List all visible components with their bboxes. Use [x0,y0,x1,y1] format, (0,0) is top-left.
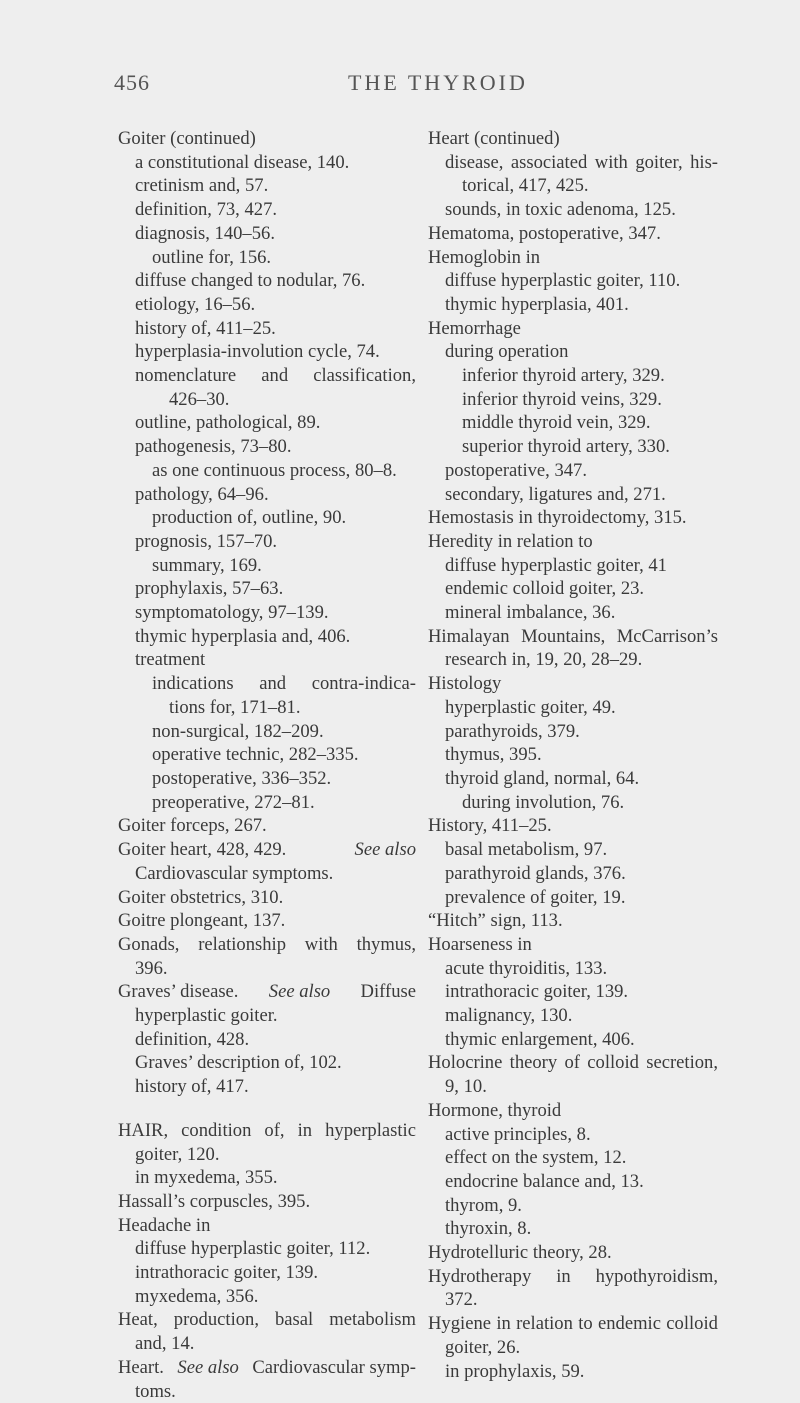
index-entry [428,601,718,625]
index-entry-text: prevalence of goiter, 19. [445,886,626,908]
index-entry-text: Heart (continued) [428,128,560,149]
index-entry [118,174,416,198]
index-entry [118,1190,416,1214]
index-entry [428,1288,718,1312]
index-entry-text: diffuse hyperplastic goiter, 110. [445,270,681,292]
index-entry: indications and contra-indica- [152,673,416,695]
index-entry-text: Cardiovascular symptoms. [135,862,334,884]
index-entry: HAIR, condition of, in hyperplastic [118,1119,416,1141]
index-entry-text: goiter, 120. [135,1143,220,1165]
index-entry [428,530,718,554]
index-entry [118,1075,416,1099]
index-entry-text: Graves’ disease. [118,981,239,1003]
index-entry-text: endemic colloid goiter, 23. [445,578,645,600]
index-entry-text: Heart. [118,1356,164,1378]
index-entry [118,577,416,601]
index-entry-text: Hemostasis in thyroidectomy, 315. [428,507,687,529]
index-entry-text: non-surgical, 182–209. [152,720,324,742]
index-entry-tail: Diffuse [360,981,416,1003]
index-entry [118,862,416,886]
index-entry-text: Goiter forceps, 267. [118,815,267,837]
index-entry-text: diffuse hyperplastic goiter, 112. [135,1238,371,1260]
index-entry-text: Hormone, thyroid [428,1099,562,1121]
index-entry [118,648,416,672]
index-entry-text: History, 411–25. [428,815,552,837]
index-entry [428,317,718,341]
index-entry [428,1028,718,1052]
index-entry-text: hyperplastic goiter, 49. [445,696,616,718]
index-entry-text: Goiter obstetrics, 310. [118,886,284,908]
index-entry-text: summary, 169. [152,554,262,576]
index-entry [428,980,718,1004]
index-entry-text: preoperative, 272–81. [152,791,315,813]
index-entry [118,198,416,222]
index-entry [118,1356,416,1380]
index-entry-text: effect on the system, 12. [445,1147,627,1169]
index-entry-text: history of, 417. [135,1076,249,1098]
index-entry-text: parathyroid glands, 376. [445,862,626,884]
index-entry-text: hyperplasia-involution cycle, 74. [135,341,380,363]
index-entry [428,1123,718,1147]
index-entry [118,506,416,530]
index-entry-text: research in, 19, 20, 28–29. [445,649,643,671]
index-entry-text: as one continuous process, 80–8. [152,459,397,481]
index-entry-text: Hydrotelluric theory, 28. [428,1242,612,1264]
index-entry-text: definition, 428. [135,1028,250,1050]
index-entry-text: a constitutional disease, 140. [135,151,350,173]
index-entry-text: goiter, 26. [445,1336,521,1358]
index-entry [118,1214,416,1238]
index-entry [428,1217,718,1241]
index-entry-text: thyroid gland, normal, 64. [445,767,640,789]
index-entry [118,246,416,270]
index-entry [428,933,718,957]
index-entry [428,814,718,838]
index-entry-text: toms. [135,1380,176,1402]
see-also-reference: See also [268,981,331,1003]
index-entry [428,838,718,862]
index-entry-text: diffuse hyperplastic goiter, 41 [445,554,667,576]
index-entry-text: torical, 417, 425. [462,175,589,197]
index-entry [428,791,718,815]
index-entry [428,862,718,886]
page-number: 456 [114,70,150,95]
index-entry-text: cretinism and, 57. [135,175,269,197]
index-entry-text: 372. [445,1289,478,1311]
index-entry-text: operative technic, 282–335. [152,744,359,766]
index-entry-text: Histology [428,673,502,695]
index-entry [428,340,718,364]
index-entry-text: thyroxin, 8. [445,1218,532,1240]
index-entry [118,269,416,293]
index-entry [428,293,718,317]
index-entry-text: production of, outline, 90. [152,507,347,529]
index-entry-text: 396. [135,957,168,979]
index-entry [118,743,416,767]
index-entry [428,1360,718,1384]
index-entry-text: definition, 73, 427. [135,199,278,221]
index-entry [428,648,718,672]
index-entry [118,980,416,1004]
index-entry-text: Goiter (continued) [118,128,256,149]
index-entry [118,1028,416,1052]
index-entry: Heat, production, basal metabolism [118,1309,416,1331]
see-also-reference: See also [177,1356,239,1378]
index-entry [428,411,718,435]
index-entry [118,340,416,364]
index-entry-text: in prophylaxis, 59. [445,1360,585,1382]
index-entry [428,577,718,601]
index-entry-text: thyrom, 9. [445,1194,522,1216]
index-entry-text: prognosis, 157–70. [135,530,278,552]
index-entry [428,174,718,198]
index-entry [428,1170,718,1194]
index-entry-text: Hoarseness in [428,933,532,955]
index-entry-tail: Cardiovascular symp- [252,1356,416,1378]
index-entry-text: outline, pathological, 89. [135,412,321,434]
index-entry [118,1261,416,1285]
index-entry [428,222,718,246]
index-entry [118,1285,416,1309]
index-entry [118,625,416,649]
index-entry [118,1166,416,1190]
index-entry-text: pathology, 64–96. [135,483,269,505]
index-column-left [118,127,416,1403]
index-entry-text: thymus, 395. [445,744,542,766]
index-entry [118,957,416,981]
index-entry-text: Hassall’s corpuscles, 395. [118,1190,311,1212]
index-entry-text: sounds, in toxic adenoma, 125. [445,199,676,221]
index-entry-text: treatment [135,649,206,671]
index-entry-text: pathogenesis, 73–80. [135,436,292,458]
index-entry [118,1004,416,1028]
index-entry: Himalayan Mountains, McCarrison’s [428,625,718,647]
page-header [0,70,800,100]
index-entry [118,411,416,435]
index-entry-text: active principles, 8. [445,1123,591,1145]
index-entry-text: basal metabolism, 97. [445,839,608,861]
index-entry [118,293,416,317]
index-entry [428,198,718,222]
index-entry: disease, associated with goiter, his- [445,151,718,173]
index-entry [428,1099,718,1123]
index-entry-text: middle thyroid vein, 329. [462,412,651,434]
index-entry [428,506,718,530]
index-entry [428,672,718,696]
index-entry [428,364,718,388]
index-entry-text: myxedema, 356. [135,1285,259,1307]
index-entry-text: secondary, ligatures and, 271. [445,483,666,505]
index-entry [428,1194,718,1218]
index-entry [118,909,416,933]
index-entry [428,743,718,767]
index-entry [428,696,718,720]
index-entry [428,909,718,933]
index-entry [118,222,416,246]
index-entry: Gonads, relationship with thymus, [118,933,416,955]
index-entry-text: diffuse changed to nodular, 76. [135,270,366,292]
index-entry-text: mineral imbalance, 36. [445,602,616,624]
index-entry [118,1332,416,1356]
index-entry-text: during operation [445,341,569,363]
index-entry-text: tions for, 171–81. [169,696,301,718]
index-entry-text: outline for, 156. [152,246,272,268]
index-entry-text: diagnosis, 140–56. [135,222,275,244]
index-entry [118,1237,416,1261]
index-entry [118,554,416,578]
index-entry-text: thymic hyperplasia, 401. [445,293,629,315]
index-entry [428,269,718,293]
index-entry-text: Hemorrhage [428,317,521,339]
index-entry [118,317,416,341]
index-entry [428,720,718,744]
index-entry: nomenclature and classification, [135,365,416,387]
section-gap [118,1099,416,1119]
index-entry [118,767,416,791]
index-entry [118,127,416,151]
index-entry [428,1075,718,1099]
index-entry [428,767,718,791]
index-entry-text: thymic hyperplasia and, 406. [135,625,351,647]
index-entry-text: endocrine balance and, 13. [445,1170,644,1192]
index-entry [428,483,718,507]
index-entry-text: in myxedema, 355. [135,1167,278,1189]
see-also-reference: See also [354,839,416,861]
index-entry-text: Heredity in relation to [428,530,593,552]
index-entry [118,886,416,910]
index-entry [428,1146,718,1170]
index-entry-text: 426–30. [169,388,230,410]
index-entry-text: postoperative, 336–352. [152,767,332,789]
index-entry-text: hyperplastic goiter. [135,1005,278,1027]
index-entry-text: during involution, 76. [462,791,625,813]
index-entry [428,127,718,151]
index-entry [428,388,718,412]
index-entry-text: symptomatology, 97–139. [135,602,329,624]
index-entry [428,435,718,459]
index-entry [118,814,416,838]
index-entry-text: Graves’ description of, 102. [135,1052,342,1074]
index-entry [118,530,416,554]
index-entry-text: history of, 411–25. [135,317,276,339]
index-entry [118,720,416,744]
index-entry: Hygiene in relation to endemic colloid [428,1313,718,1335]
index-entry [428,554,718,578]
index-entry [118,151,416,175]
index-entry [118,1143,416,1167]
index-entry [428,246,718,270]
index-entry [118,838,416,862]
index-entry [118,601,416,625]
index-entry [428,1004,718,1028]
index-entry [118,1380,416,1403]
index-entry [428,1241,718,1265]
index-entry-text: postoperative, 347. [445,459,588,481]
index-entry-text: etiology, 16–56. [135,293,256,315]
index-entry [118,791,416,815]
index-entry [118,1051,416,1075]
index-entry-text: acute thyroiditis, 133. [445,957,608,979]
index-entry-text: intrathoracic goiter, 139. [135,1262,319,1284]
index-entry [118,435,416,459]
index-entry-text: inferior thyroid artery, 329. [462,365,665,387]
index-entry-text: and, 14. [135,1333,195,1355]
index-entry [428,1336,718,1360]
running-title: THE THYROID [348,70,528,95]
index-entry-text: Goiter heart, 428, 429. [118,839,287,861]
index-entry-text: malignancy, 130. [445,1005,573,1027]
index-column-right [428,127,718,1383]
index-entry [118,696,416,720]
index-entry [428,957,718,981]
index-entry [118,388,416,412]
index-entry-text: inferior thyroid veins, 329. [462,388,662,410]
index-entry-text: Goitre plongeant, 137. [118,910,286,932]
index-entry-text: Hemoglobin in [428,246,541,268]
index-entry-text: intrathoracic goiter, 139. [445,981,629,1003]
index-entry [118,459,416,483]
index-entry-text: Headache in [118,1214,211,1236]
index-entry-text: parathyroids, 379. [445,720,580,742]
index-entry [428,886,718,910]
index-entry-text: prophylaxis, 57–63. [135,578,284,600]
index-entry-text: superior thyroid artery, 330. [462,436,670,458]
index-entry-text: 9, 10. [445,1076,487,1098]
index-entry-text: “Hitch” sign, 113. [428,910,563,932]
index-entry: Holocrine theory of colloid secretion, [428,1052,718,1074]
index-entry [118,483,416,507]
index-entry-text: Hematoma, postoperative, 347. [428,222,661,244]
index-entry-text: thymic enlargement, 406. [445,1028,635,1050]
index-entry [428,459,718,483]
index-entry: Hydrotherapy in hypothyroidism, [428,1265,718,1287]
